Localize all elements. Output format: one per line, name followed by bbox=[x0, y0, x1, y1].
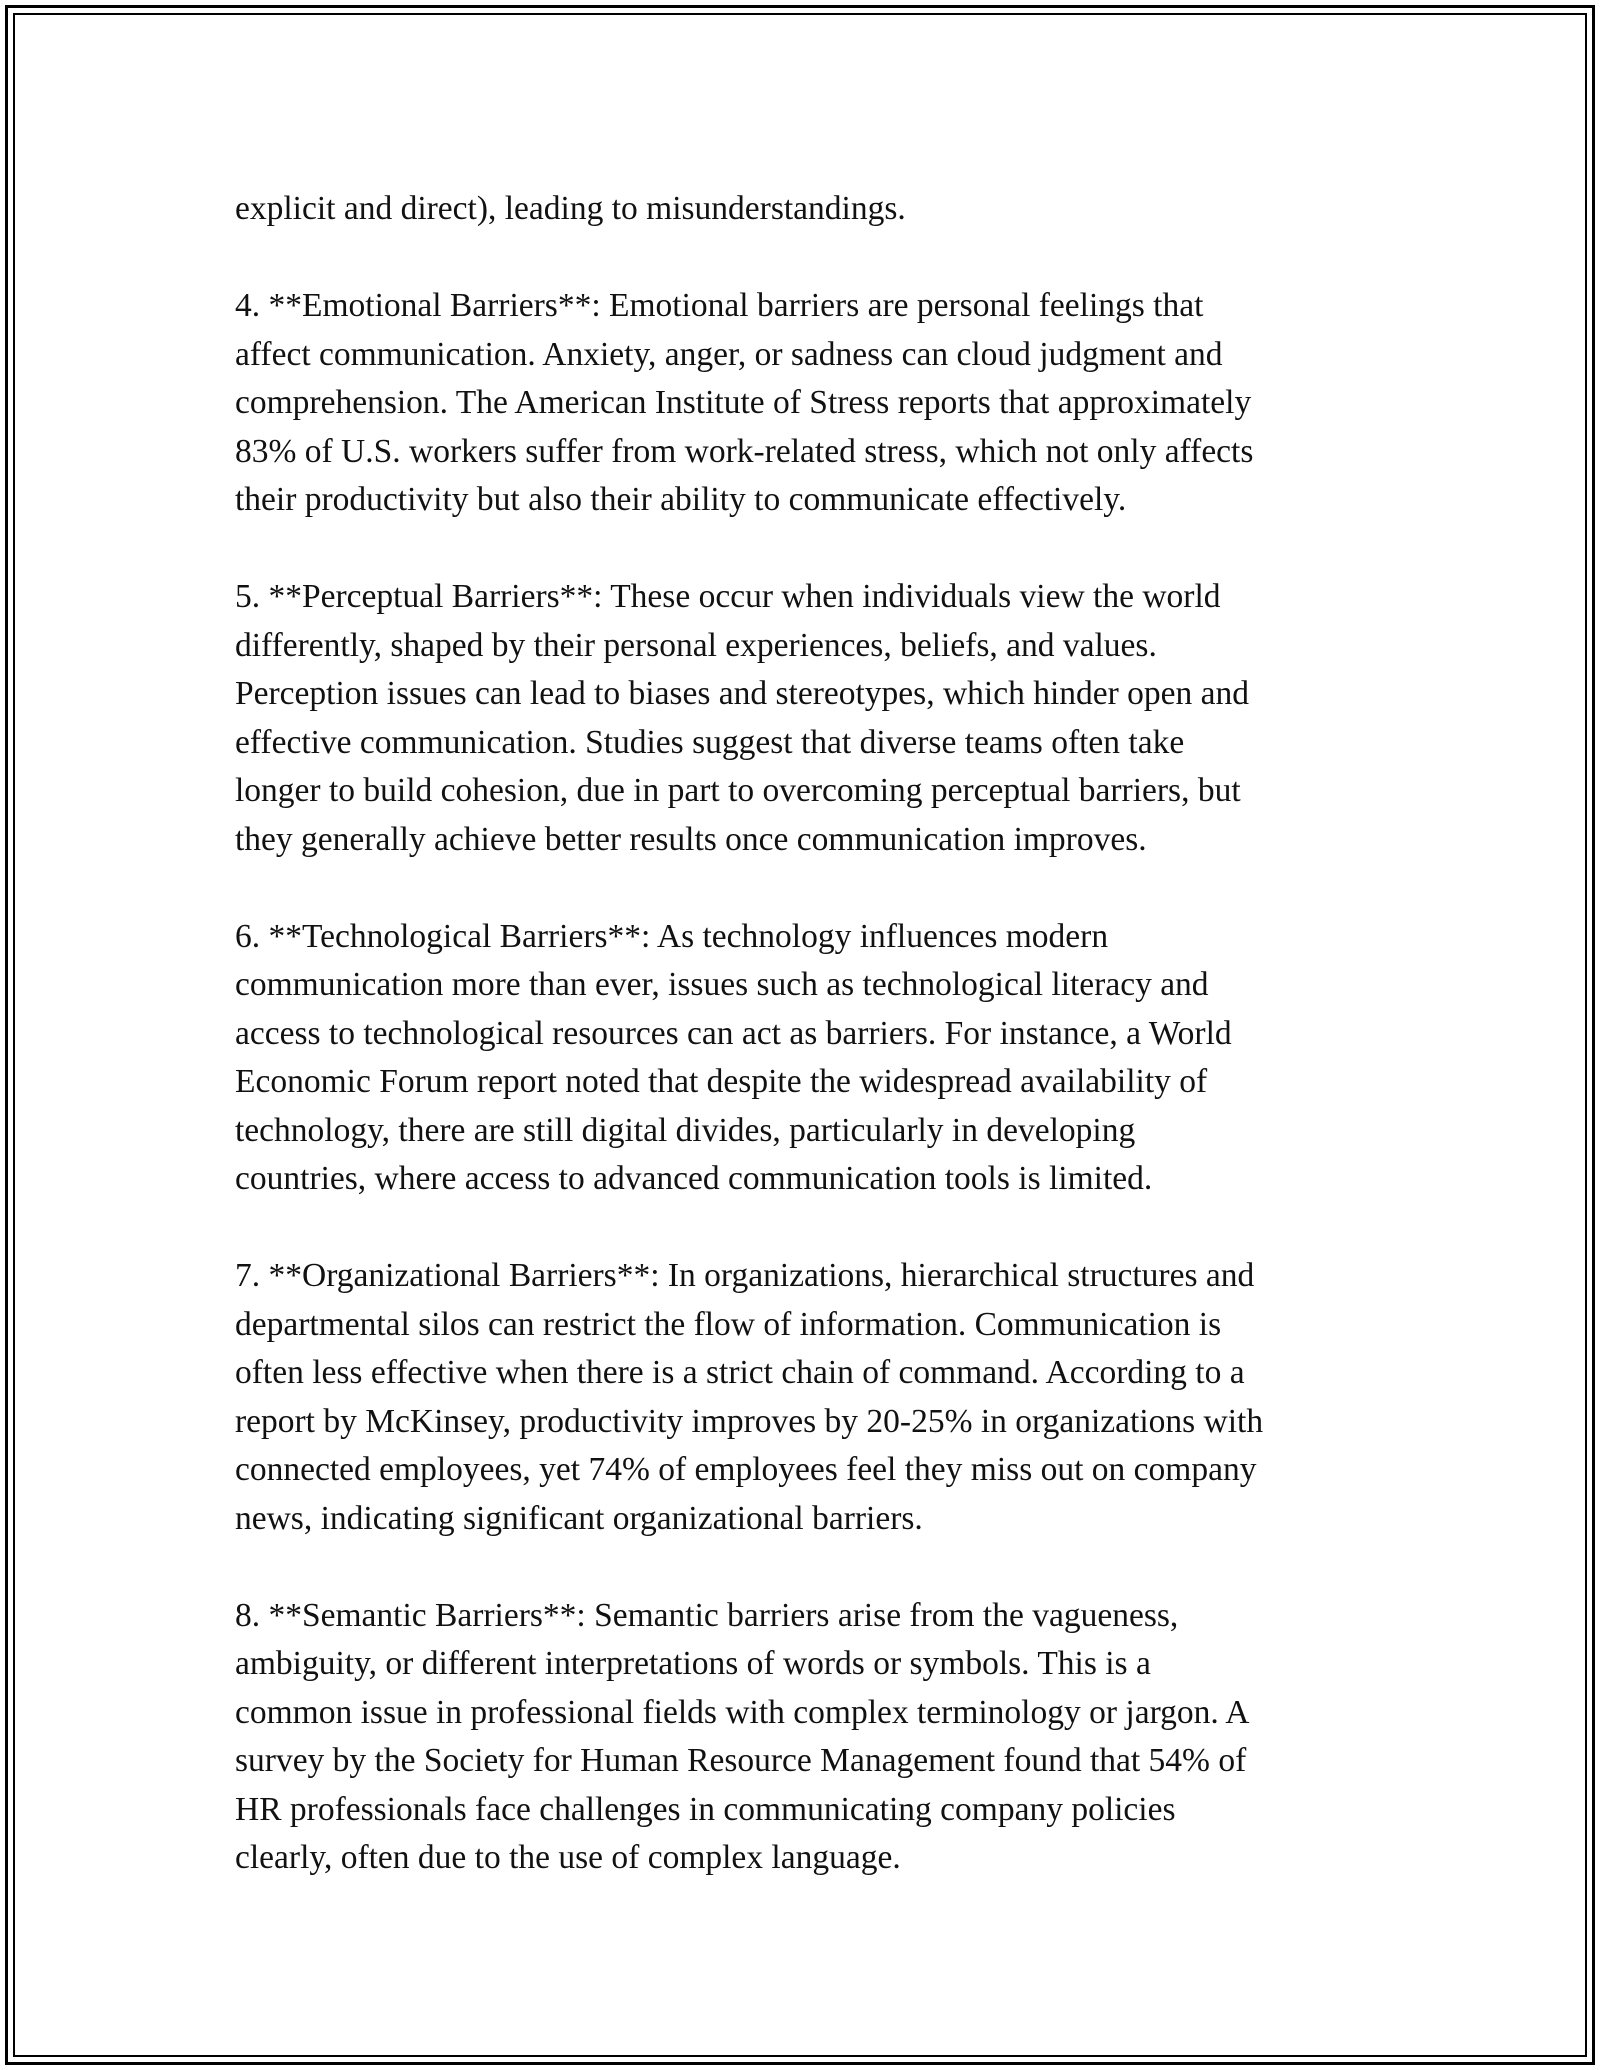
paragraph-technological-barriers: 6. **Technological Barriers**: As technology influences modern communication more than ever, issues such as technological literacy and access to technological resources can act as barriers. For instance, a World Economic Forum report noted that despite the widespread availability of technology, there are still digital divides, particularly in developing countries, where access to advanced communication tools is limited. bbox=[235, 917, 1232, 1197]
paragraph-organizational-barriers: 7. **Organizational Barriers**: In organizations, hierarchical structures and departmental silos can restrict the flow of information. Communication is often less effective when there is a strict chain of command. According to a report by McKinsey, productivity improves by 20-25% in organizations with connected employees, yet 74% of employees feel they miss out on company news, indicating significant organizational barriers. bbox=[235, 1257, 1264, 1537]
paragraph-emotional-barriers: 4. **Emotional Barriers**: Emotional barriers are personal feelings that affect communication. Anxiety, anger, or sadness can cloud judgment and comprehension. The American Institute of Stress reports that approximately 83% of U.S. workers suffer from work-related stress, which not only affects their productivity but also their ability to communicate effectively. bbox=[235, 287, 1254, 518]
paragraph-semantic-barriers: 8. **Semantic Barriers**: Semantic barriers arise from the vagueness, ambiguity, or different interpretations of words or symbols. This is a common issue in professional fields with complex terminology or jargon. A survey by the Society for Human Resource Management found that 54% of HR professionals face challenges in communicating company policies clearly, often due to the use of complex language. bbox=[235, 1596, 1250, 1876]
paragraph-perceptual-barriers: 5. **Perceptual Barriers**: These occur when individuals view the world differently, shaped by their personal experiences, beliefs, and values. Perception issues can lead to biases and stereotypes, which hinder open and effective communication. Studies suggest that diverse teams often take longer to build cohesion, due in part to overcoming perceptual barriers, but they generally achieve better results once communication improves. bbox=[235, 578, 1250, 858]
document-body bbox=[235, 185, 1385, 1883]
paragraph-continuation: explicit and direct), leading to misunderstandings. bbox=[235, 190, 906, 227]
